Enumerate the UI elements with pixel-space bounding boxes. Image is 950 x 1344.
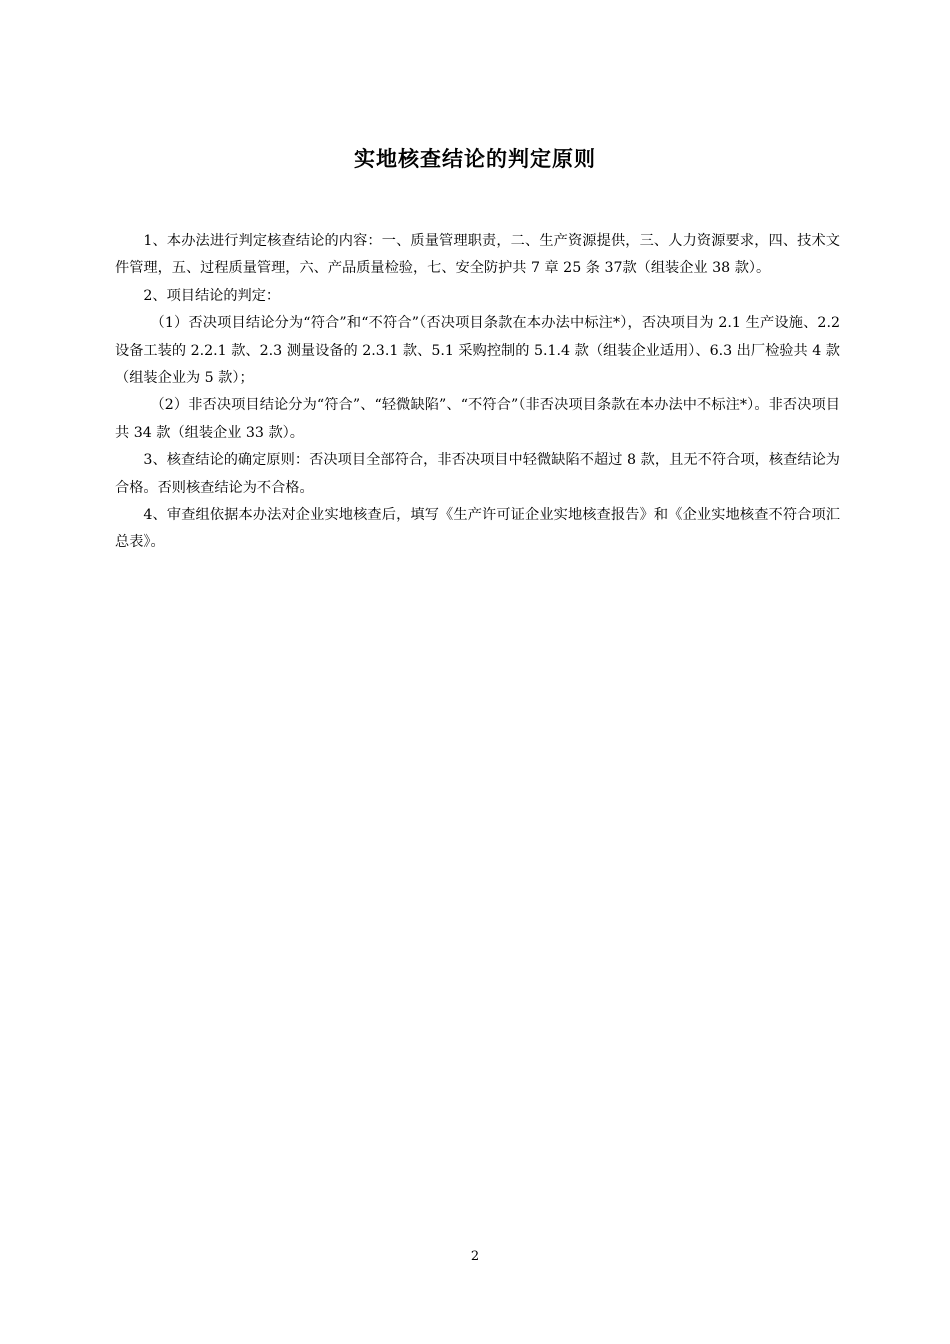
paragraph-scope: 1、本办法进行判定核查结论的内容：一、质量管理职责，二、生产资源提供，三、人力资源要求，四、技术文件管理，五、过程质量管理，六、产品质量检验，七、安全防护共 7 章 25 条 37款（组装企业 38 款）。	[115, 233, 840, 277]
paragraph-item-judgment: 2、项目结论的判定：	[143, 287, 281, 304]
page-number: 2	[470, 1249, 480, 1264]
page-title: 实地核查结论的判定原则	[354, 147, 596, 171]
paragraph-non-veto-items: （2）非否决项目结论分为“符合”、“轻微缺陷”、“不符合”（非否决项目条款在本办法中不标注*）。非否决项目共 34 款（组装企业 33 款）。	[115, 397, 840, 441]
document-body	[115, 228, 840, 557]
paragraph-conclusion-principle: 3、核查结论的确定原则：否决项目全部符合，非否决项目中轻微缺陷不超过 8 款，且无不符合项，核查结论为合格。否则核查结论为不合格。	[115, 452, 840, 496]
paragraph-veto-items: （1）否决项目结论分为“符合”和“不符合”（否决项目条款在本办法中标注*），否决项目为 2.1 生产设施、2.2 设备工装的 2.2.1 款、2.3 测量设备的 2.3.1 款、5.1 采购控制的 5.1.4 款（组装企业适用）、6.3 出厂检验共 4 款（组装企业为 5 款）；	[115, 315, 840, 387]
paragraph-report-filling: 4、审查组依据本办法对企业实地核查后，填写《生产许可证企业实地核查报告》和《企业实地核查不符合项汇总表》。	[115, 507, 840, 551]
